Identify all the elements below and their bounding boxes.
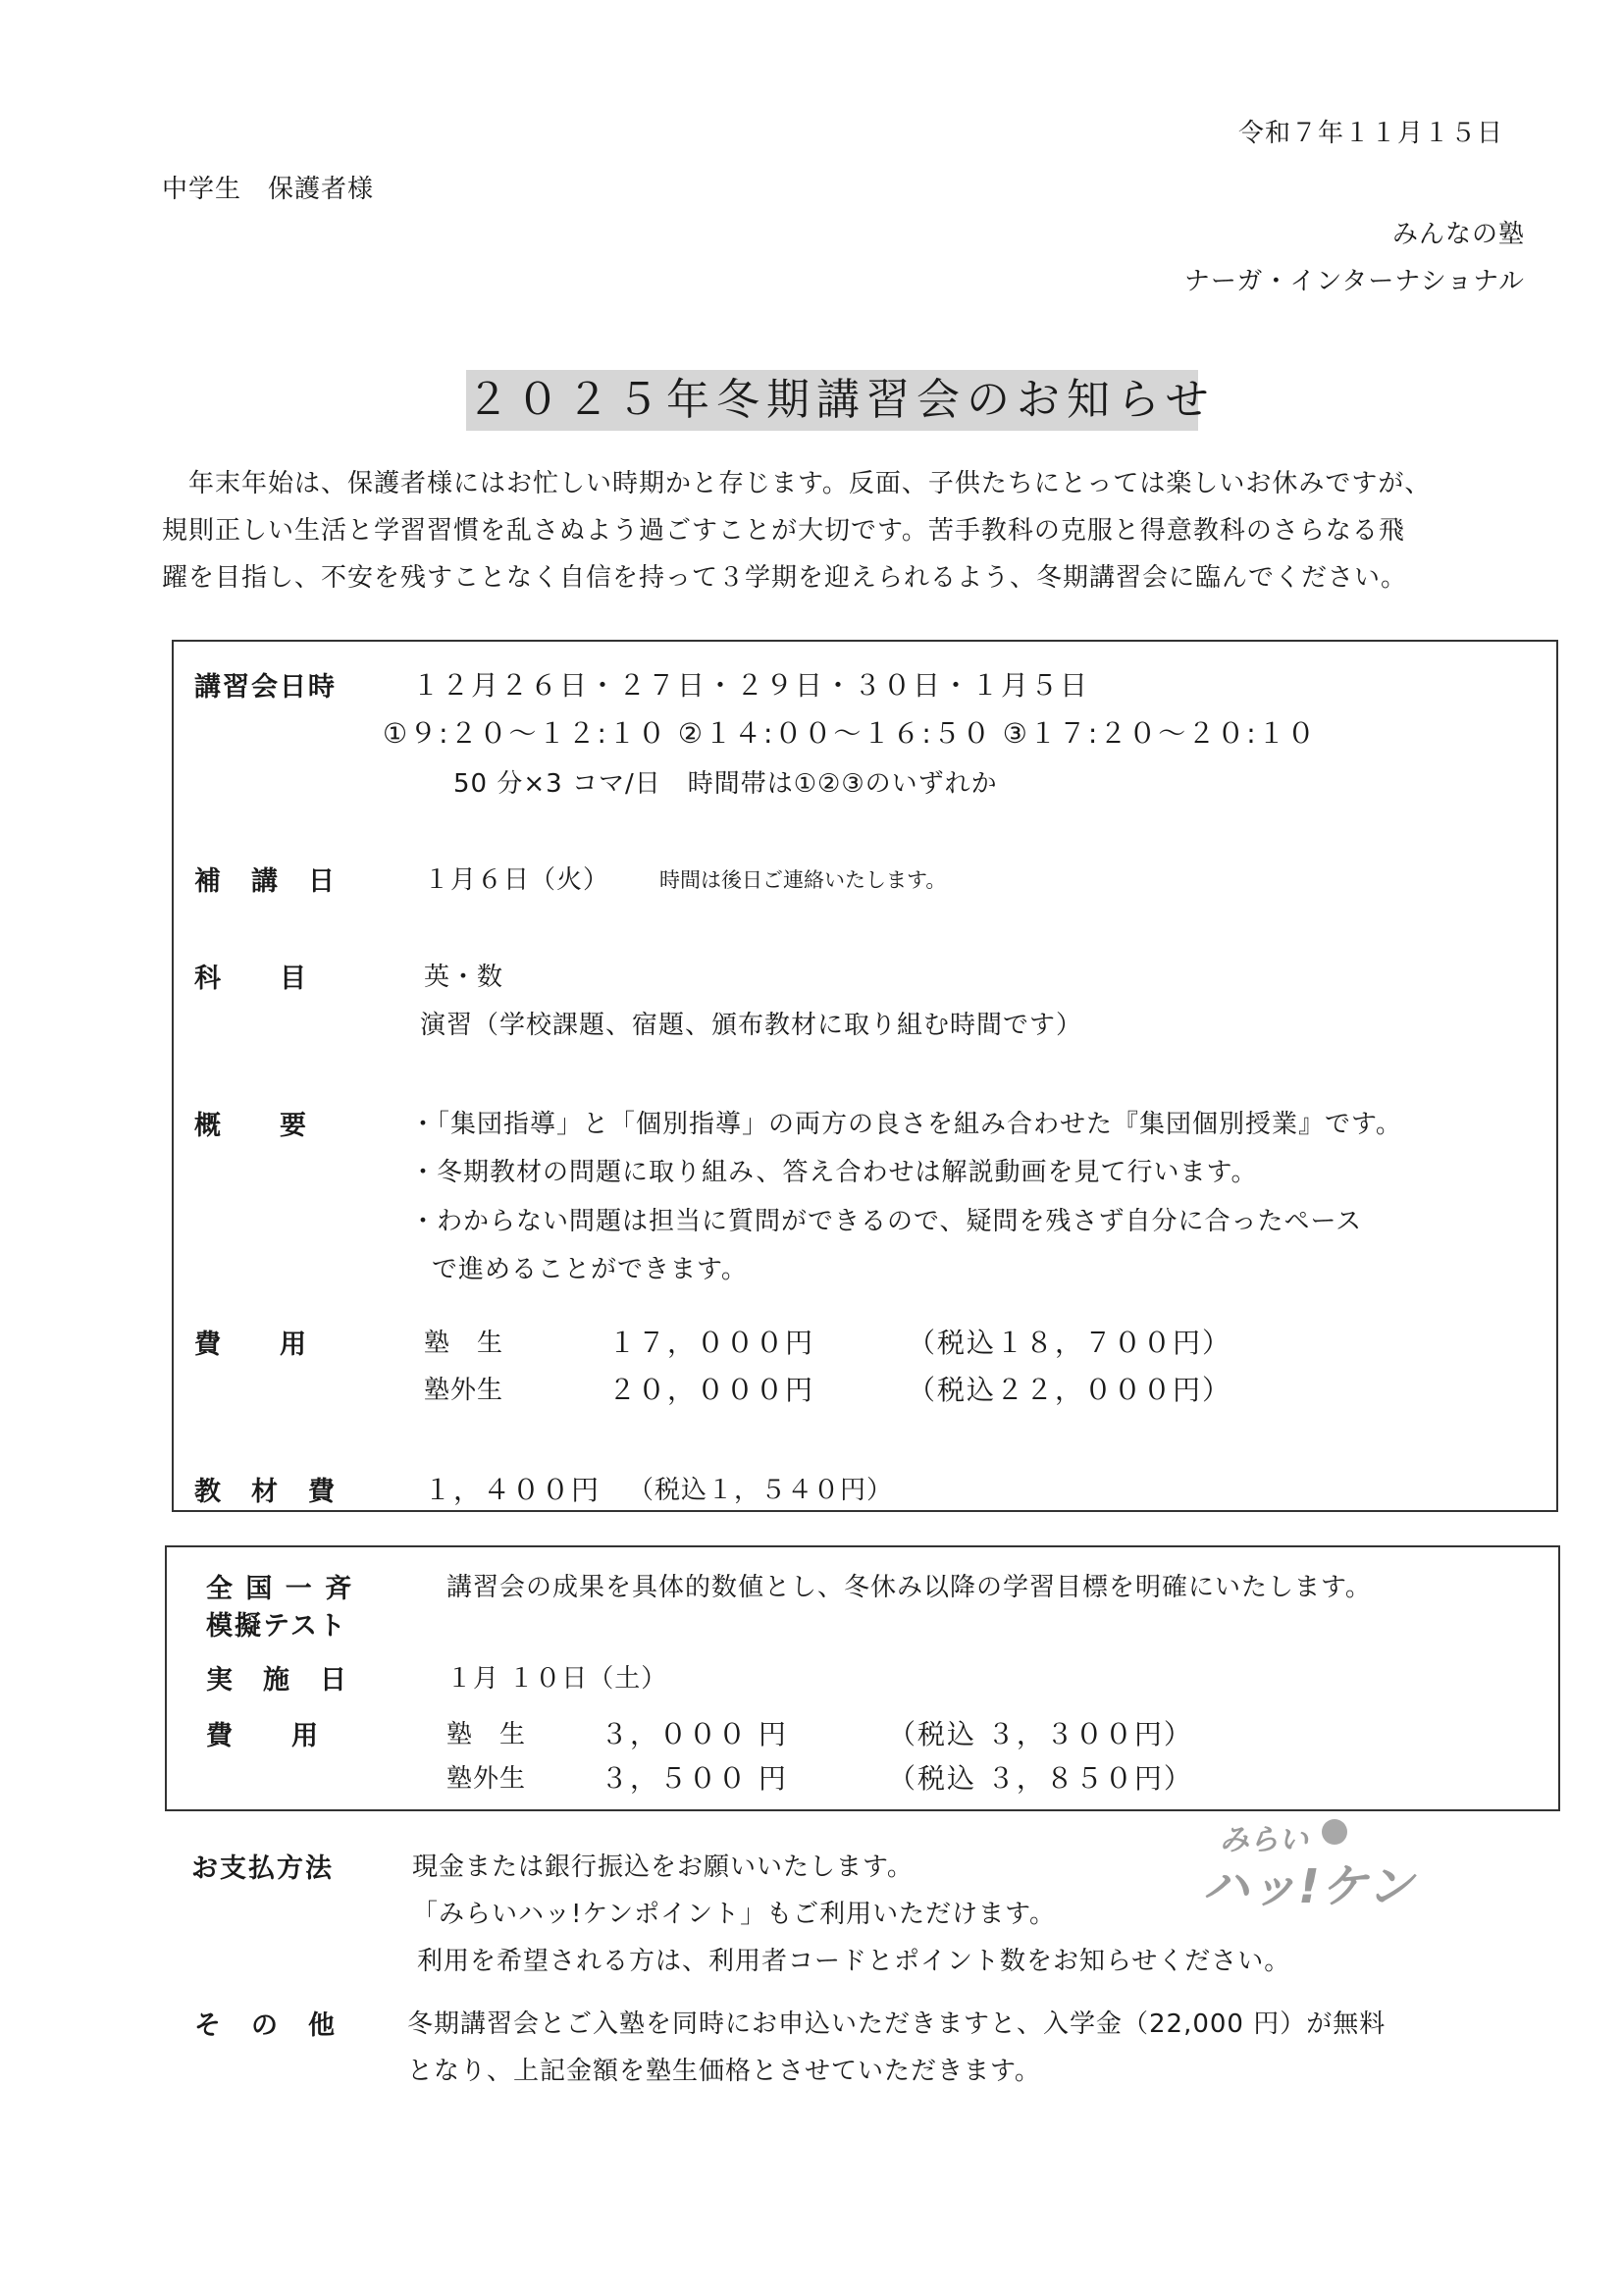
makeup-note: 時間は後日ご連絡いたします。	[659, 868, 947, 892]
intro-line-2: 規則正しい生活と学習習慣を乱さぬよう過ごすことが大切です。苦手教科の克服と得意教科のさらなる飛	[162, 516, 1405, 546]
logo-text-bottom: ハッ!ケン	[1202, 1859, 1415, 1914]
other-line-1: 冬期講習会とご入塾を同時にお申込いただきますと、入学金（22,000 円）が無料	[407, 2009, 1387, 2039]
overview-item-4: で進めることができます。	[432, 1255, 748, 1284]
schedule-times: ①９:２０～１２:１０ ②１４:００～１６:５０ ③１７:２０～２０:１０	[383, 717, 1317, 750]
exam-date: １月 １０日（土）	[446, 1664, 668, 1694]
overview-label: 概 要	[194, 1111, 308, 1141]
payment-line-3: 利用を希望される方は、利用者コードとポイント数をお知らせください。	[417, 1947, 1291, 1976]
makeup-date: １月６日（火）	[424, 865, 610, 895]
subjects-line-1: 英・数	[424, 963, 504, 992]
document-date: 令和７年１１月１５日	[1238, 119, 1504, 148]
exam-fee-type-member: 塾 生	[446, 1720, 527, 1749]
exam-description: 講習会の成果を具体的数値とし、冬休み以降の学習目標を明確にいたします。	[446, 1573, 1372, 1602]
exam-fee-price-member: ３，０００ 円	[601, 1718, 788, 1750]
fee-type-nonmember: 塾外生	[424, 1376, 504, 1405]
schedule-note: 50 分×3 コマ/日 時間帯は①②③のいずれか	[453, 769, 998, 799]
fee-tax-nonmember: （税込２２，０００円）	[908, 1374, 1232, 1406]
intro-line-1: 年末年始は、保護者様にはお忙しい時期かと存じます。反面、子供たちにとっては楽しいお休みですが、	[188, 469, 1432, 498]
other-line-2: となり、上記金額を塾生価格とさせていただきます。	[407, 2057, 1041, 2086]
mirai-hakken-logo	[1202, 1815, 1457, 1913]
sender-company: ナーガ・インターナショナル	[1183, 267, 1525, 296]
logo-text-top: みらい	[1220, 1823, 1308, 1857]
addressee: 中学生 保護者様	[162, 175, 375, 204]
materials-price: １，４００円	[424, 1474, 602, 1506]
schedule-label: 講習会日時	[194, 672, 337, 703]
exam-fee-label: 費 用	[206, 1721, 320, 1751]
overview-item-3: ・わからない問題は担当に質問ができるので、疑問を残さず自分に合ったペース	[410, 1207, 1363, 1236]
payment-line-1: 現金または銀行振込をお願いいたします。	[412, 1852, 914, 1882]
overview-item-1: ・「集団指導」と「個別指導」の両方の良さを組み合わせた『集団個別授業』です。	[410, 1110, 1402, 1139]
makeup-label: 補 講 日	[194, 866, 337, 897]
fee-price-nonmember: ２０，０００円	[608, 1374, 815, 1406]
exam-label-line-2: 模擬テスト	[206, 1611, 347, 1642]
exam-fee-price-nonmember: ３，５００ 円	[601, 1762, 788, 1795]
exam-date-label: 実 施 日	[206, 1665, 348, 1696]
fee-price-member: １７，０００円	[608, 1327, 815, 1359]
overview-item-2: ・冬期教材の問題に取り組み、答え合わせは解説動画を見て行います。	[410, 1158, 1258, 1187]
sender-school: みんなの塾	[1391, 220, 1525, 249]
fee-type-member: 塾 生	[424, 1329, 504, 1358]
page-title: ２０２５年冬期講習会のお知らせ	[466, 370, 1198, 431]
subjects-label: 科 目	[194, 964, 308, 994]
schedule-dates: １２月２６日・２７日・２９日・３０日・１月５日	[412, 669, 1090, 702]
materials-label: 教 材 費	[194, 1477, 337, 1507]
logo-mascot-icon	[1322, 1819, 1347, 1845]
subjects-line-2: 演習（学校課題、宿題、頒布教材に取り組む時間です）	[420, 1011, 1083, 1040]
fee-tax-member: （税込１８，７００円）	[908, 1327, 1232, 1359]
other-label: そ の 他	[194, 2010, 337, 2041]
payment-label: お支払方法	[191, 1853, 334, 1884]
materials-tax: （税込１，５４０円）	[628, 1476, 894, 1505]
payment-line-2: 「みらいハッ!ケンポイント」もご利用いただけます。	[412, 1900, 1057, 1929]
exam-fee-tax-member: （税込 ３，３００円）	[888, 1718, 1193, 1750]
fee-label: 費 用	[194, 1330, 308, 1360]
exam-fee-type-nonmember: 塾外生	[446, 1764, 527, 1794]
exam-fee-tax-nonmember: （税込 ３，８５０円）	[888, 1762, 1193, 1795]
exam-label-line-1: 全 国 一 斉	[206, 1574, 354, 1604]
intro-line-3: 躍を目指し、不安を残すことなく自信を持って３学期を迎えられるよう、冬期講習会に臨んでください。	[162, 563, 1408, 593]
